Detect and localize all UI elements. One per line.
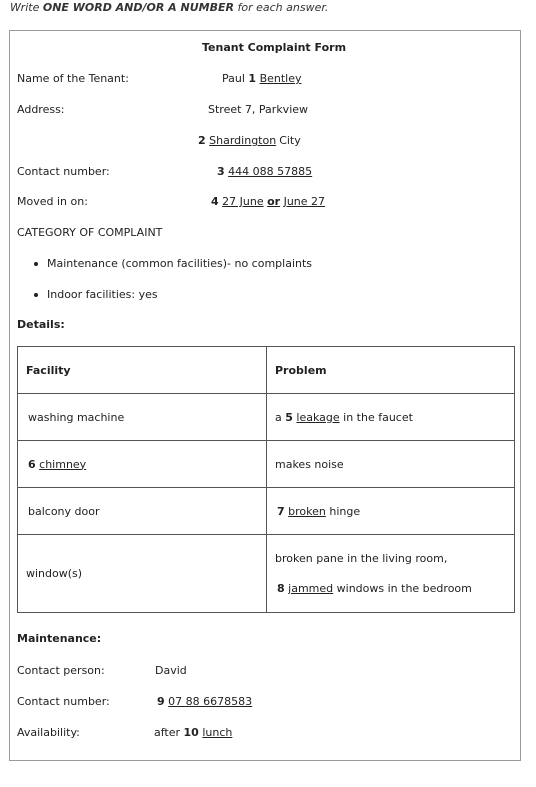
table-row [18, 488, 515, 535]
table-row [18, 535, 515, 613]
question-number-10: 10 [183, 726, 199, 739]
problem-suffix: hinge [329, 504, 361, 518]
question-number-6: 6 [28, 457, 36, 471]
question-number-3: 3 [217, 165, 225, 178]
problem-cell [267, 535, 515, 613]
instruction-suffix: for each answer. [233, 1, 329, 14]
answer-3: 444 088 57885 [228, 165, 313, 178]
answer-1: Bentley [259, 72, 302, 85]
question-number-5: 5 [285, 410, 293, 424]
contact-number-label: Contact number: [17, 165, 110, 178]
category-item-maintenance: Maintenance (common facilities)- no complaints [47, 257, 313, 270]
facility-cell: balcony door [18, 488, 267, 535]
maintenance-heading: Maintenance: [17, 632, 102, 645]
facility-cell: washing machine [18, 394, 267, 441]
form-title: Tenant Complaint Form [202, 41, 347, 54]
moved-in-value [211, 195, 325, 208]
question-number-8: 8 [277, 581, 285, 595]
moved-in-label: Moved in on: [17, 195, 88, 208]
problem-line-1: broken pane in the living room, [275, 551, 448, 565]
tenant-first-name: Paul [222, 72, 245, 85]
problem-header: Problem [267, 347, 515, 394]
tenant-name-label: Name of the Tenant: [17, 72, 129, 85]
facility-problem-table [17, 346, 515, 613]
problem-suffix: in the faucet [343, 410, 413, 424]
problem-suffix: windows in the bedroom [336, 581, 472, 595]
instruction-text [10, 1, 328, 14]
problem-cell [267, 488, 515, 535]
table-row [18, 394, 515, 441]
details-heading: Details: [17, 318, 65, 331]
availability-value [154, 726, 232, 739]
question-number-1: 1 [248, 72, 257, 85]
facility-cell: window(s) [18, 535, 267, 613]
address-label: Address: [17, 103, 65, 116]
answer-6: chimney [39, 457, 87, 471]
question-number-4: 4 [211, 195, 219, 208]
instruction-prefix: Write [10, 1, 43, 14]
answer-4-or: or [267, 195, 281, 208]
address-line-2 [198, 134, 301, 147]
instruction-emphasis: ONE WORD AND/OR A NUMBER [42, 1, 234, 14]
contact-person-label: Contact person: [17, 664, 105, 677]
answer-5: leakage [296, 410, 340, 424]
answer-10: lunch [202, 726, 233, 739]
contact-number-value [217, 165, 312, 178]
answer-8: jammed [288, 581, 334, 595]
answer-4a: 27 June [222, 195, 264, 208]
table-row [18, 441, 515, 488]
address-city: City [279, 134, 301, 147]
answer-7: broken [288, 504, 326, 518]
problem-prefix: a [275, 410, 282, 424]
contact-person-value: David [155, 664, 187, 677]
maintenance-contact-label: Contact number: [17, 695, 110, 708]
facility-cell [18, 441, 267, 488]
problem-line-2 [275, 574, 506, 604]
answer-9: 07 88 6678583 [168, 695, 253, 708]
answer-4b: June 27 [283, 195, 326, 208]
availability-prefix: after [154, 726, 181, 739]
problem-cell [267, 394, 515, 441]
problem-cell: makes noise [267, 441, 515, 488]
answer-2: Shardington [209, 134, 277, 147]
maintenance-contact-value [157, 695, 252, 708]
bullet-icon [34, 293, 38, 297]
category-item-indoor: Indoor facilities: yes [47, 288, 158, 301]
tenant-name-value [222, 72, 302, 85]
question-number-7: 7 [277, 504, 285, 518]
address-line-1: Street 7, Parkview [208, 103, 309, 116]
availability-label: Availability: [17, 726, 80, 739]
question-number-9: 9 [157, 695, 165, 708]
category-heading: CATEGORY OF COMPLAINT [17, 226, 163, 239]
table-header-row [18, 347, 515, 394]
question-number-2: 2 [198, 134, 206, 147]
facility-header: Facility [18, 347, 267, 394]
bullet-icon [34, 262, 38, 266]
